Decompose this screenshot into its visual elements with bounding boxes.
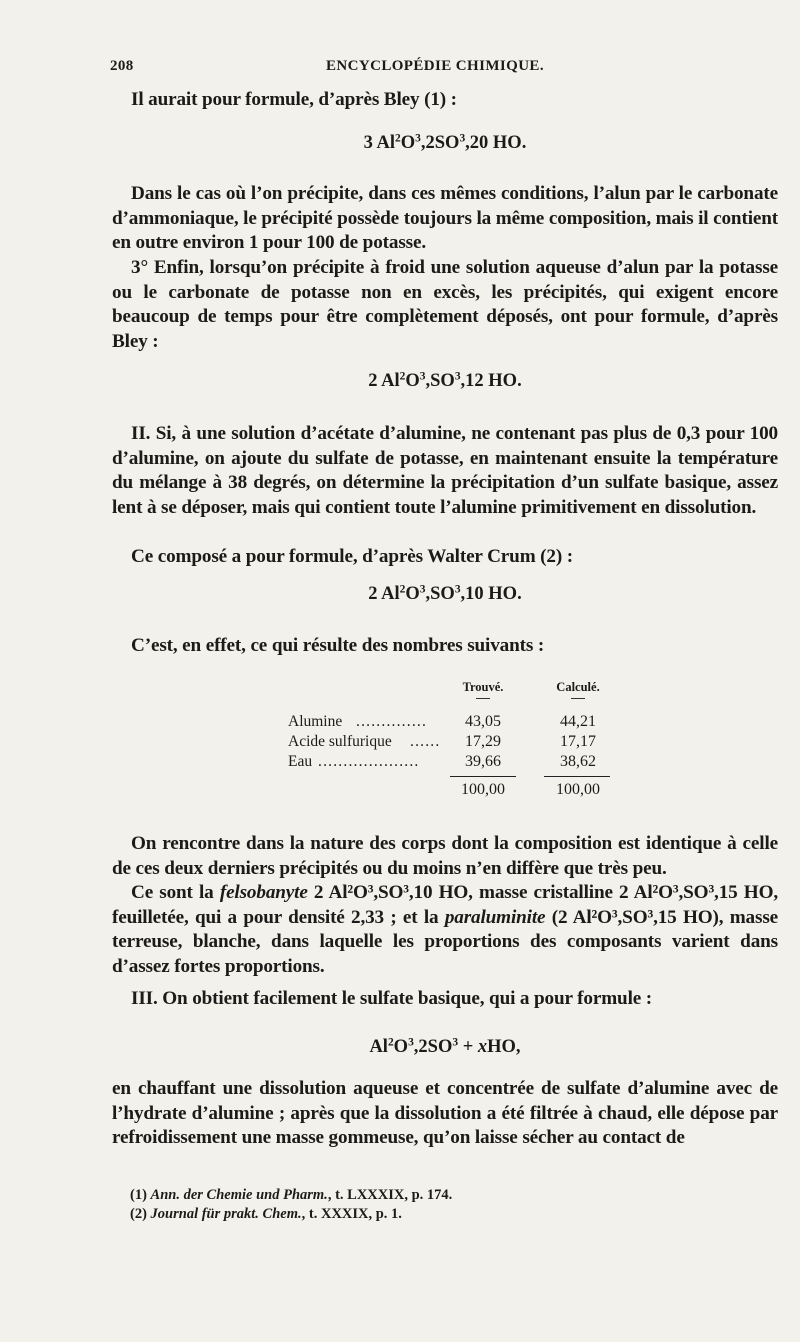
value-calculated: 17,17 [560, 733, 596, 750]
paragraph-section-three: III. On obtient facilement le sulfate basique, qui a pour formule : [131, 988, 652, 1009]
page-number: 208 [110, 58, 134, 74]
table-row [280, 733, 640, 753]
paragraph-crum: Ce composé a pour formule, d’après Walter Crum (2) : [131, 546, 573, 567]
footnote-work: Ann. der Chemie und Pharm. [150, 1187, 328, 1203]
total-found: 100,00 [461, 781, 505, 798]
column-header-calculated: Calculé. [556, 680, 600, 694]
footnote-1: (1) Ann. der Chemie und Pharm., t. LXXXIX, p. 174. [130, 1187, 453, 1203]
row-label: Eau [288, 753, 313, 770]
footnotes [130, 1186, 770, 1224]
running-title: ENCYCLOPÉDIE CHIMIQUE. [326, 58, 544, 74]
leader-dots: .............. [356, 713, 428, 730]
paragraph-carbonate: Dans le cas où l’on précipite, dans ces mêmes conditions, l’alun par le carbonate d’ammoniaque, le précipité possède toujours la même composition, mais il contient en outre environ 1 pour 100 de potasse. [112, 183, 778, 254]
value-found: 39,66 [465, 753, 501, 770]
value-calculated: 44,21 [560, 713, 596, 730]
composition-table [280, 680, 640, 800]
footnote-work: Journal für prakt. Chem. [150, 1206, 302, 1222]
term-paraluminite: paraluminite [444, 906, 546, 928]
footnote-2: (2) Journal für prakt. Chem., t. XXXIX, p. 1. [130, 1206, 402, 1222]
column-dash-calculated [571, 698, 585, 699]
footnote-ref: , t. LXXXIX, p. 174. [327, 1187, 453, 1203]
paragraph-cold-precipitation: 3° Enfin, lorsqu’on précipite à froid une solution aqueuse d’alun par la potasse ou le carbonate de potasse non en excès, les précipités, qui exigent encore beaucoup de temps pour être complètement déposés, ont pour formule, d’après Bley : [112, 257, 778, 353]
paragraph-bley-intro: Il aurait pour formule, d’après Bley (1) : [131, 89, 457, 110]
table-row [280, 713, 640, 733]
running-header [110, 58, 760, 82]
footnote-ref: , t. XXXIX, p. 1. [301, 1206, 402, 1222]
paragraph-acetate: II. Si, à une solution d’acétate d’alumine, ne contenant pas plus de 0,3 pour 100 d’alumine, on ajoute du sulfate de potasse, en maintenant ensuite la température du mélange à 38 degrés, on détermine la précipitation d’un sulfate basique, assez lent à se déposer, mais qui contient toute l’alumine primitivement en dissolution. [112, 423, 778, 519]
leader-dots: .................... [318, 753, 420, 770]
total-calculated: 100,00 [556, 781, 600, 798]
value-found: 43,05 [465, 713, 501, 730]
row-label: Alumine [288, 713, 343, 730]
paragraph-felsobanyte: Ce sont la felsobanyte 2 Al²O³,SO³,10 HO, masse cristalline 2 Al²O³,SO³,15 HO, feuilletée, qui a pour densité 2,33 ; et la paraluminite (2 Al²O³,SO³,15 HO), masse terreuse, blanche, dans laquelle les proportions des composants varient dans d’assez fortes proportions. [112, 882, 778, 978]
formula-bley-2: 2 $Al^2O^3,SO^3,12$ HO. [368, 370, 522, 391]
value-calculated: 38,62 [560, 753, 596, 770]
leader-dots: ...... [410, 733, 441, 750]
value-found: 17,29 [465, 733, 501, 750]
formula-crum: 2 $Al^2O^3,SO^3,10$ HO. [368, 583, 522, 604]
paragraph-natural-minerals: On rencontre dans la nature des corps dont la composition est identique à celle de ces deux derniers précipités ou du moins n’en diffère que très peu. [112, 833, 778, 879]
sum-rule-calculated [544, 776, 610, 777]
row-label: Acide sulfurique [288, 733, 392, 750]
term-felsobanyte: felsobanyte [219, 882, 308, 903]
column-dash-found [476, 698, 490, 699]
sum-rule-found [450, 776, 516, 777]
paragraph-heating: en chauffant une dissolution aqueuse et concentrée de sulfate d’alumine avec de l’hydrate d’alumine ; après que la dissolution a été filtrée à chaud, elle dépose par refroidissement une masse gommeuse, qu’on laisse sécher au contact de [112, 1078, 778, 1149]
column-header-found: Trouvé. [462, 680, 504, 694]
formula-bley-1: 3 $Al^2O^3,2SO^3,20$ HO. [363, 132, 527, 153]
table-total-row [280, 781, 640, 801]
paragraph-numbers: C’est, en effet, ce qui résulte des nombres suivants : [131, 635, 545, 656]
table-row [280, 753, 640, 773]
formula-basic-sulfate: $Al^2O^3,2SO^3$ + xHO, [369, 1036, 521, 1057]
